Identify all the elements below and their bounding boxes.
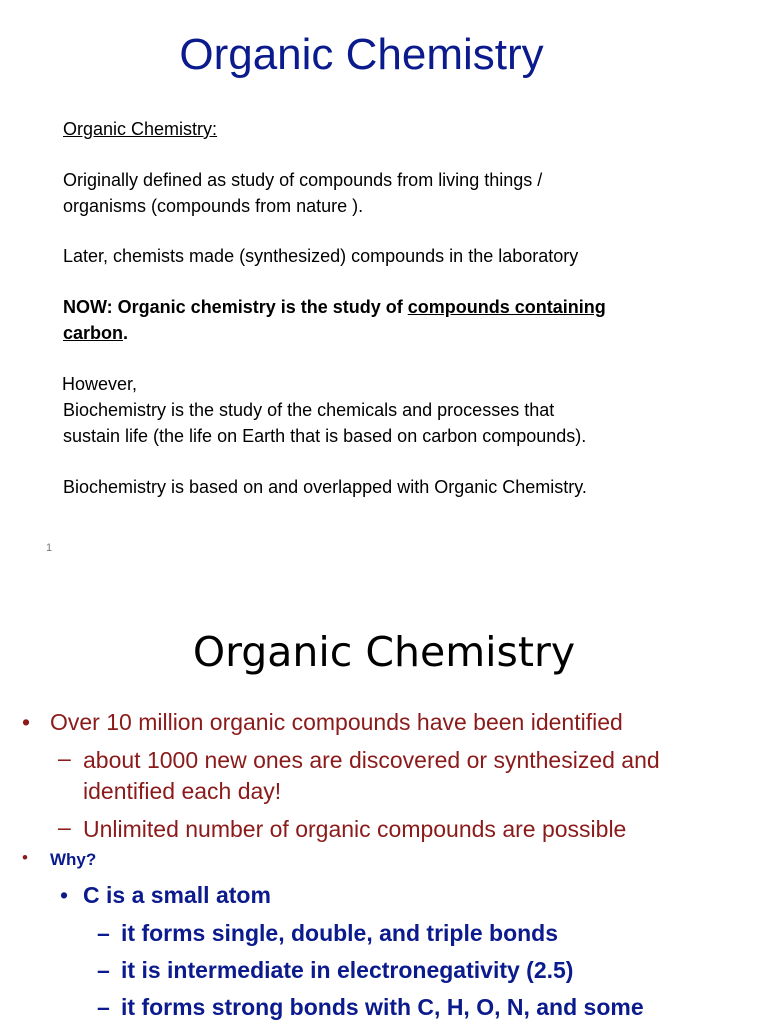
slide-2 (0, 580, 768, 1024)
biochemistry-line-2: sustain life (the life on Earth that is based on carbon compounds). (63, 426, 587, 446)
reason-strong-bonds: it forms strong bonds with C, H, O, N, and some (121, 994, 644, 1020)
sub-bullet-new-ones-line-2: identified each day! (83, 778, 282, 804)
slide-1-title: Organic Chemistry (179, 30, 544, 79)
sub-bullet-unlimited: Unlimited number of organic compounds are possible (83, 816, 627, 842)
bullet-compounds-identified: Over 10 million organic compounds have been identified (50, 709, 623, 735)
dash-marker: – (97, 994, 110, 1020)
sub-bullet-new-ones-line-1: about 1000 new ones are discovered or synthesized and (83, 747, 660, 773)
dash-marker: – (97, 957, 110, 983)
now-statement-line-1 (63, 294, 606, 320)
reason-electronegativity: it is intermediate in electronegativity (2.5) (121, 957, 574, 983)
section-heading: Organic Chemistry: (63, 119, 218, 139)
definition-line-1: Originally defined as study of compounds from living things / (63, 170, 543, 190)
slide-number: 1 (46, 542, 53, 554)
bullet-marker: • (22, 709, 31, 735)
biochemistry-line-1: Biochemistry is the study of the chemicals and processes that (63, 400, 555, 420)
now-underlined-1: compounds containing (407, 297, 606, 317)
now-prefix: NOW: Organic chemistry is the study of (63, 297, 408, 317)
reason-bonds: it forms single, double, and triple bonds (121, 920, 559, 946)
however-label: However, (62, 374, 138, 394)
dash-marker: – (97, 920, 110, 946)
why-label: Why? (50, 850, 97, 869)
definition-line-2: organisms (compounds from nature ). (63, 196, 364, 216)
dash-marker: – (58, 814, 71, 840)
now-statement-line-2 (63, 320, 128, 346)
biochemistry-overlap: Biochemistry is based on and overlapped with Organic Chemistry. (63, 477, 587, 497)
now-suffix: . (123, 323, 129, 343)
slide-2-title: Organic Chemistry (192, 628, 576, 676)
bullet-marker: • (22, 848, 28, 867)
bullet-marker: • (60, 882, 69, 908)
dash-marker: – (58, 745, 71, 771)
synthesized-paragraph: Later, chemists made (synthesized) compounds in the laboratory (63, 246, 579, 266)
c-small-atom: C is a small atom (83, 882, 271, 908)
now-underlined-2: carbon (63, 323, 124, 343)
